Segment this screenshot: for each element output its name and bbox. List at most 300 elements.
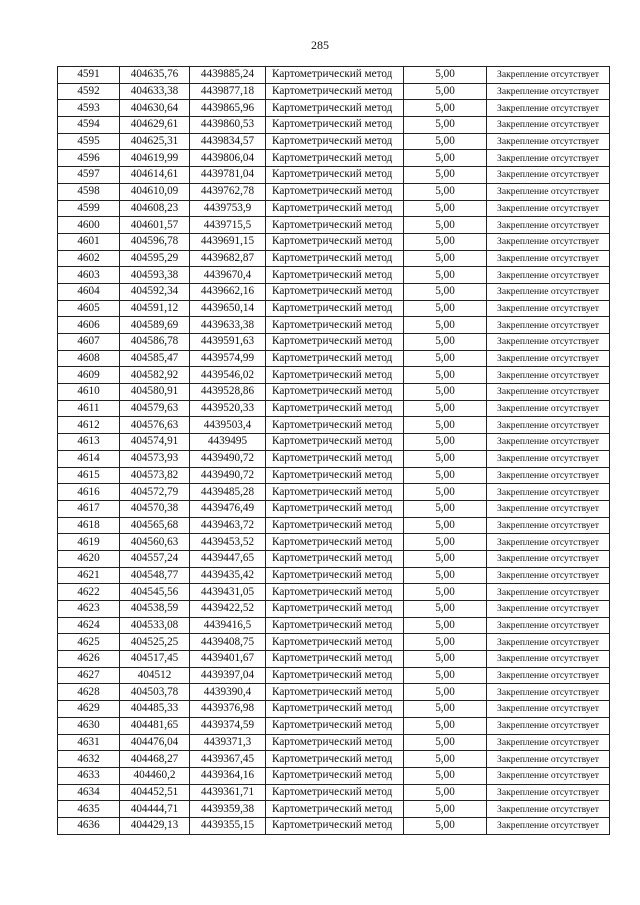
accuracy-cell: 5,00: [404, 83, 487, 100]
fixation-cell: Закрепление отсутствует: [487, 450, 610, 467]
fixation-cell: Закрепление отсутствует: [487, 684, 610, 701]
method-cell: Картометрический метод: [266, 717, 404, 734]
fixation-cell: Закрепление отсутствует: [487, 734, 610, 751]
table-row: [58, 617, 610, 634]
accuracy-cell: 5,00: [404, 817, 487, 834]
fixation-cell: Закрепление отсутствует: [487, 217, 610, 234]
accuracy-cell: 5,00: [404, 417, 487, 434]
fixation-cell: Закрепление отсутствует: [487, 267, 610, 284]
x-coordinate-cell: 404565,68: [120, 517, 190, 534]
fixation-cell: Закрепление отсутствует: [487, 717, 610, 734]
point-number-cell: 4598: [58, 183, 120, 200]
fixation-cell: Закрепление отсутствует: [487, 133, 610, 150]
point-number-cell: 4599: [58, 200, 120, 217]
fixation-cell: Закрепление отсутствует: [487, 484, 610, 501]
point-number-cell: 4623: [58, 601, 120, 618]
method-cell: Картометрический метод: [266, 817, 404, 834]
x-coordinate-cell: 404614,61: [120, 167, 190, 184]
accuracy-cell: 5,00: [404, 801, 487, 818]
table-row: [58, 484, 610, 501]
x-coordinate-cell: 404460,2: [120, 767, 190, 784]
y-coordinate-cell: 4439650,14: [190, 300, 266, 317]
point-number-cell: 4632: [58, 751, 120, 768]
method-cell: Картометрический метод: [266, 701, 404, 718]
y-coordinate-cell: 4439546,02: [190, 367, 266, 384]
fixation-cell: Закрепление отсутствует: [487, 100, 610, 117]
fixation-cell: Закрепление отсутствует: [487, 784, 610, 801]
method-cell: Картометрический метод: [266, 317, 404, 334]
point-number-cell: 4607: [58, 334, 120, 351]
y-coordinate-cell: 4439397,04: [190, 667, 266, 684]
method-cell: Картометрический метод: [266, 567, 404, 584]
x-coordinate-cell: 404572,79: [120, 484, 190, 501]
method-cell: Картометрический метод: [266, 550, 404, 567]
fixation-cell: Закрепление отсутствует: [487, 283, 610, 300]
method-cell: Картометрический метод: [266, 384, 404, 401]
method-cell: Картометрический метод: [266, 634, 404, 651]
table-row: [58, 267, 610, 284]
fixation-cell: Закрепление отсутствует: [487, 534, 610, 551]
x-coordinate-cell: 404512: [120, 667, 190, 684]
method-cell: Картометрический метод: [266, 617, 404, 634]
method-cell: Картометрический метод: [266, 100, 404, 117]
accuracy-cell: 5,00: [404, 233, 487, 250]
y-coordinate-cell: 4439476,49: [190, 500, 266, 517]
point-number-cell: 4617: [58, 500, 120, 517]
y-coordinate-cell: 4439447,65: [190, 550, 266, 567]
fixation-cell: Закрепление отсутствует: [487, 817, 610, 834]
y-coordinate-cell: 4439431,05: [190, 584, 266, 601]
table-row: [58, 534, 610, 551]
y-coordinate-cell: 4439490,72: [190, 450, 266, 467]
method-cell: Картометрический метод: [266, 217, 404, 234]
accuracy-cell: 5,00: [404, 350, 487, 367]
y-coordinate-cell: 4439359,38: [190, 801, 266, 818]
point-number-cell: 4624: [58, 617, 120, 634]
fixation-cell: Закрепление отсутствует: [487, 300, 610, 317]
y-coordinate-cell: 4439490,72: [190, 467, 266, 484]
fixation-cell: Закрепление отсутствует: [487, 83, 610, 100]
accuracy-cell: 5,00: [404, 667, 487, 684]
y-coordinate-cell: 4439376,98: [190, 701, 266, 718]
fixation-cell: Закрепление отсутствует: [487, 617, 610, 634]
y-coordinate-cell: 4439435,42: [190, 567, 266, 584]
table-row: [58, 117, 610, 134]
table-row: [58, 384, 610, 401]
point-number-cell: 4618: [58, 517, 120, 534]
y-coordinate-cell: 4439662,16: [190, 283, 266, 300]
x-coordinate-cell: 404576,63: [120, 417, 190, 434]
y-coordinate-cell: 4439361,71: [190, 784, 266, 801]
accuracy-cell: 5,00: [404, 651, 487, 668]
y-coordinate-cell: 4439691,15: [190, 233, 266, 250]
table-row: [58, 400, 610, 417]
fixation-cell: Закрепление отсутствует: [487, 584, 610, 601]
table-row: [58, 751, 610, 768]
accuracy-cell: 5,00: [404, 550, 487, 567]
y-coordinate-cell: 4439408,75: [190, 634, 266, 651]
x-coordinate-cell: 404533,08: [120, 617, 190, 634]
fixation-cell: Закрепление отсутствует: [487, 751, 610, 768]
y-coordinate-cell: 4439364,16: [190, 767, 266, 784]
y-coordinate-cell: 4439781,04: [190, 167, 266, 184]
point-number-cell: 4620: [58, 550, 120, 567]
point-number-cell: 4631: [58, 734, 120, 751]
fixation-cell: Закрепление отсутствует: [487, 767, 610, 784]
x-coordinate-cell: 404574,91: [120, 434, 190, 451]
fixation-cell: Закрепление отсутствует: [487, 400, 610, 417]
fixation-cell: Закрепление отсутствует: [487, 434, 610, 451]
accuracy-cell: 5,00: [404, 250, 487, 267]
point-number-cell: 4596: [58, 150, 120, 167]
accuracy-cell: 5,00: [404, 517, 487, 534]
accuracy-cell: 5,00: [404, 617, 487, 634]
accuracy-cell: 5,00: [404, 200, 487, 217]
y-coordinate-cell: 4439834,57: [190, 133, 266, 150]
point-number-cell: 4626: [58, 651, 120, 668]
x-coordinate-cell: 404517,45: [120, 651, 190, 668]
method-cell: Картометрический метод: [266, 651, 404, 668]
point-number-cell: 4636: [58, 817, 120, 834]
method-cell: Картометрический метод: [266, 183, 404, 200]
method-cell: Картометрический метод: [266, 467, 404, 484]
y-coordinate-cell: 4439860,53: [190, 117, 266, 134]
method-cell: Картометрический метод: [266, 434, 404, 451]
accuracy-cell: 5,00: [404, 767, 487, 784]
point-number-cell: 4606: [58, 317, 120, 334]
x-coordinate-cell: 404503,78: [120, 684, 190, 701]
fixation-cell: Закрепление отсутствует: [487, 651, 610, 668]
accuracy-cell: 5,00: [404, 384, 487, 401]
point-number-cell: 4602: [58, 250, 120, 267]
x-coordinate-cell: 404560,63: [120, 534, 190, 551]
x-coordinate-cell: 404591,12: [120, 300, 190, 317]
y-coordinate-cell: 4439495: [190, 434, 266, 451]
x-coordinate-cell: 404635,76: [120, 67, 190, 84]
method-cell: Картометрический метод: [266, 367, 404, 384]
x-coordinate-cell: 404573,93: [120, 450, 190, 467]
table-row: [58, 283, 610, 300]
fixation-cell: Закрепление отсутствует: [487, 567, 610, 584]
method-cell: Картометрический метод: [266, 334, 404, 351]
x-coordinate-cell: 404545,56: [120, 584, 190, 601]
table-row: [58, 250, 610, 267]
y-coordinate-cell: 4439485,28: [190, 484, 266, 501]
x-coordinate-cell: 404580,91: [120, 384, 190, 401]
table-row: [58, 183, 610, 200]
x-coordinate-cell: 404476,04: [120, 734, 190, 751]
x-coordinate-cell: 404596,78: [120, 233, 190, 250]
point-number-cell: 4612: [58, 417, 120, 434]
point-number-cell: 4614: [58, 450, 120, 467]
y-coordinate-cell: 4439633,38: [190, 317, 266, 334]
method-cell: Картометрический метод: [266, 450, 404, 467]
y-coordinate-cell: 4439520,33: [190, 400, 266, 417]
method-cell: Картометрический метод: [266, 267, 404, 284]
table-row: [58, 334, 610, 351]
method-cell: Картометрический метод: [266, 350, 404, 367]
method-cell: Картометрический метод: [266, 534, 404, 551]
point-number-cell: 4592: [58, 83, 120, 100]
table-row: [58, 701, 610, 718]
table-row: [58, 567, 610, 584]
table-row: [58, 801, 610, 818]
x-coordinate-cell: 404586,78: [120, 334, 190, 351]
coordinates-table: [57, 66, 610, 835]
method-cell: Картометрический метод: [266, 117, 404, 134]
x-coordinate-cell: 404548,77: [120, 567, 190, 584]
table-row: [58, 300, 610, 317]
accuracy-cell: 5,00: [404, 150, 487, 167]
table-row: [58, 651, 610, 668]
x-coordinate-cell: 404608,23: [120, 200, 190, 217]
fixation-cell: Закрепление отсутствует: [487, 801, 610, 818]
point-number-cell: 4609: [58, 367, 120, 384]
table-row: [58, 367, 610, 384]
point-number-cell: 4608: [58, 350, 120, 367]
accuracy-cell: 5,00: [404, 567, 487, 584]
accuracy-cell: 5,00: [404, 634, 487, 651]
method-cell: Картометрический метод: [266, 517, 404, 534]
table-row: [58, 817, 610, 834]
x-coordinate-cell: 404538,59: [120, 601, 190, 618]
point-number-cell: 4601: [58, 233, 120, 250]
x-coordinate-cell: 404481,65: [120, 717, 190, 734]
point-number-cell: 4622: [58, 584, 120, 601]
table-row: [58, 100, 610, 117]
method-cell: Картометрический метод: [266, 300, 404, 317]
fixation-cell: Закрепление отсутствует: [487, 701, 610, 718]
method-cell: Картометрический метод: [266, 784, 404, 801]
table-row: [58, 417, 610, 434]
fixation-cell: Закрепление отсутствует: [487, 350, 610, 367]
fixation-cell: Закрепление отсутствует: [487, 634, 610, 651]
table-row: [58, 500, 610, 517]
x-coordinate-cell: 404573,82: [120, 467, 190, 484]
point-number-cell: 4619: [58, 534, 120, 551]
y-coordinate-cell: 4439503,4: [190, 417, 266, 434]
point-number-cell: 4629: [58, 701, 120, 718]
point-number-cell: 4625: [58, 634, 120, 651]
point-number-cell: 4613: [58, 434, 120, 451]
table-row: [58, 584, 610, 601]
x-coordinate-cell: 404629,61: [120, 117, 190, 134]
method-cell: Картометрический метод: [266, 801, 404, 818]
table-row: [58, 550, 610, 567]
x-coordinate-cell: 404557,24: [120, 550, 190, 567]
x-coordinate-cell: 404619,99: [120, 150, 190, 167]
x-coordinate-cell: 404579,63: [120, 400, 190, 417]
point-number-cell: 4591: [58, 67, 120, 84]
y-coordinate-cell: 4439390,4: [190, 684, 266, 701]
fixation-cell: Закрепление отсутствует: [487, 417, 610, 434]
x-coordinate-cell: 404570,38: [120, 500, 190, 517]
y-coordinate-cell: 4439885,24: [190, 67, 266, 84]
fixation-cell: Закрепление отсутствует: [487, 150, 610, 167]
y-coordinate-cell: 4439416,5: [190, 617, 266, 634]
accuracy-cell: 5,00: [404, 701, 487, 718]
accuracy-cell: 5,00: [404, 183, 487, 200]
accuracy-cell: 5,00: [404, 450, 487, 467]
y-coordinate-cell: 4439463,72: [190, 517, 266, 534]
table-row: [58, 767, 610, 784]
point-number-cell: 4603: [58, 267, 120, 284]
method-cell: Картометрический метод: [266, 133, 404, 150]
method-cell: Картометрический метод: [266, 233, 404, 250]
accuracy-cell: 5,00: [404, 784, 487, 801]
accuracy-cell: 5,00: [404, 117, 487, 134]
x-coordinate-cell: 404468,27: [120, 751, 190, 768]
point-number-cell: 4616: [58, 484, 120, 501]
point-number-cell: 4595: [58, 133, 120, 150]
y-coordinate-cell: 4439591,63: [190, 334, 266, 351]
x-coordinate-cell: 404585,47: [120, 350, 190, 367]
point-number-cell: 4630: [58, 717, 120, 734]
point-number-cell: 4634: [58, 784, 120, 801]
accuracy-cell: 5,00: [404, 217, 487, 234]
fixation-cell: Закрепление отсутствует: [487, 500, 610, 517]
y-coordinate-cell: 4439715,5: [190, 217, 266, 234]
table-row: [58, 684, 610, 701]
accuracy-cell: 5,00: [404, 367, 487, 384]
point-number-cell: 4600: [58, 217, 120, 234]
y-coordinate-cell: 4439453,52: [190, 534, 266, 551]
fixation-cell: Закрепление отсутствует: [487, 367, 610, 384]
accuracy-cell: 5,00: [404, 751, 487, 768]
method-cell: Картометрический метод: [266, 400, 404, 417]
y-coordinate-cell: 4439367,45: [190, 751, 266, 768]
table-row: [58, 734, 610, 751]
accuracy-cell: 5,00: [404, 601, 487, 618]
fixation-cell: Закрепление отсутствует: [487, 517, 610, 534]
table-row: [58, 233, 610, 250]
y-coordinate-cell: 4439877,18: [190, 83, 266, 100]
y-coordinate-cell: 4439682,87: [190, 250, 266, 267]
x-coordinate-cell: 404593,38: [120, 267, 190, 284]
accuracy-cell: 5,00: [404, 434, 487, 451]
table-body: [58, 67, 610, 835]
x-coordinate-cell: 404429,13: [120, 817, 190, 834]
table-row: [58, 517, 610, 534]
y-coordinate-cell: 4439355,15: [190, 817, 266, 834]
x-coordinate-cell: 404595,29: [120, 250, 190, 267]
accuracy-cell: 5,00: [404, 283, 487, 300]
point-number-cell: 4628: [58, 684, 120, 701]
x-coordinate-cell: 404589,69: [120, 317, 190, 334]
point-number-cell: 4604: [58, 283, 120, 300]
method-cell: Картометрический метод: [266, 767, 404, 784]
method-cell: Картометрический метод: [266, 150, 404, 167]
table-row: [58, 167, 610, 184]
table-row: [58, 450, 610, 467]
fixation-cell: Закрепление отсутствует: [487, 334, 610, 351]
y-coordinate-cell: 4439371,3: [190, 734, 266, 751]
fixation-cell: Закрепление отсутствует: [487, 183, 610, 200]
accuracy-cell: 5,00: [404, 400, 487, 417]
accuracy-cell: 5,00: [404, 584, 487, 601]
fixation-cell: Закрепление отсутствует: [487, 167, 610, 184]
fixation-cell: Закрепление отсутствует: [487, 117, 610, 134]
method-cell: Картометрический метод: [266, 751, 404, 768]
y-coordinate-cell: 4439865,96: [190, 100, 266, 117]
x-coordinate-cell: 404582,92: [120, 367, 190, 384]
y-coordinate-cell: 4439374,59: [190, 717, 266, 734]
table-row: [58, 350, 610, 367]
method-cell: Картометрический метод: [266, 200, 404, 217]
table-row: [58, 133, 610, 150]
table-row: [58, 467, 610, 484]
point-number-cell: 4610: [58, 384, 120, 401]
method-cell: Картометрический метод: [266, 417, 404, 434]
fixation-cell: Закрепление отсутствует: [487, 200, 610, 217]
table-row: [58, 83, 610, 100]
x-coordinate-cell: 404625,31: [120, 133, 190, 150]
point-number-cell: 4615: [58, 467, 120, 484]
y-coordinate-cell: 4439422,52: [190, 601, 266, 618]
fixation-cell: Закрепление отсутствует: [487, 550, 610, 567]
page-number: 285: [311, 38, 329, 52]
table-row: [58, 200, 610, 217]
fixation-cell: Закрепление отсутствует: [487, 384, 610, 401]
table-row: [58, 601, 610, 618]
table-row: [58, 434, 610, 451]
method-cell: Картометрический метод: [266, 734, 404, 751]
accuracy-cell: 5,00: [404, 684, 487, 701]
accuracy-cell: 5,00: [404, 133, 487, 150]
fixation-cell: Закрепление отсутствует: [487, 250, 610, 267]
fixation-cell: Закрепление отсутствует: [487, 317, 610, 334]
fixation-cell: Закрепление отсутствует: [487, 233, 610, 250]
point-number-cell: 4611: [58, 400, 120, 417]
x-coordinate-cell: 404452,51: [120, 784, 190, 801]
accuracy-cell: 5,00: [404, 100, 487, 117]
fixation-cell: Закрепление отсутствует: [487, 467, 610, 484]
method-cell: Картометрический метод: [266, 500, 404, 517]
x-coordinate-cell: 404610,09: [120, 183, 190, 200]
accuracy-cell: 5,00: [404, 167, 487, 184]
accuracy-cell: 5,00: [404, 300, 487, 317]
fixation-cell: Закрепление отсутствует: [487, 67, 610, 84]
x-coordinate-cell: 404601,57: [120, 217, 190, 234]
accuracy-cell: 5,00: [404, 467, 487, 484]
fixation-cell: Закрепление отсутствует: [487, 667, 610, 684]
accuracy-cell: 5,00: [404, 67, 487, 84]
accuracy-cell: 5,00: [404, 717, 487, 734]
point-number-cell: 4594: [58, 117, 120, 134]
accuracy-cell: 5,00: [404, 334, 487, 351]
method-cell: Картометрический метод: [266, 67, 404, 84]
table-row: [58, 67, 610, 84]
point-number-cell: 4593: [58, 100, 120, 117]
fixation-cell: Закрепление отсутствует: [487, 601, 610, 618]
accuracy-cell: 5,00: [404, 317, 487, 334]
x-coordinate-cell: 404633,38: [120, 83, 190, 100]
method-cell: Картометрический метод: [266, 684, 404, 701]
point-number-cell: 4635: [58, 801, 120, 818]
y-coordinate-cell: 4439753,9: [190, 200, 266, 217]
x-coordinate-cell: 404444,71: [120, 801, 190, 818]
method-cell: Картометрический метод: [266, 484, 404, 501]
y-coordinate-cell: 4439806,04: [190, 150, 266, 167]
y-coordinate-cell: 4439762,78: [190, 183, 266, 200]
point-number-cell: 4605: [58, 300, 120, 317]
y-coordinate-cell: 4439401,67: [190, 651, 266, 668]
table-row: [58, 784, 610, 801]
x-coordinate-cell: 404592,34: [120, 283, 190, 300]
x-coordinate-cell: 404485,33: [120, 701, 190, 718]
accuracy-cell: 5,00: [404, 267, 487, 284]
method-cell: Картометрический метод: [266, 584, 404, 601]
